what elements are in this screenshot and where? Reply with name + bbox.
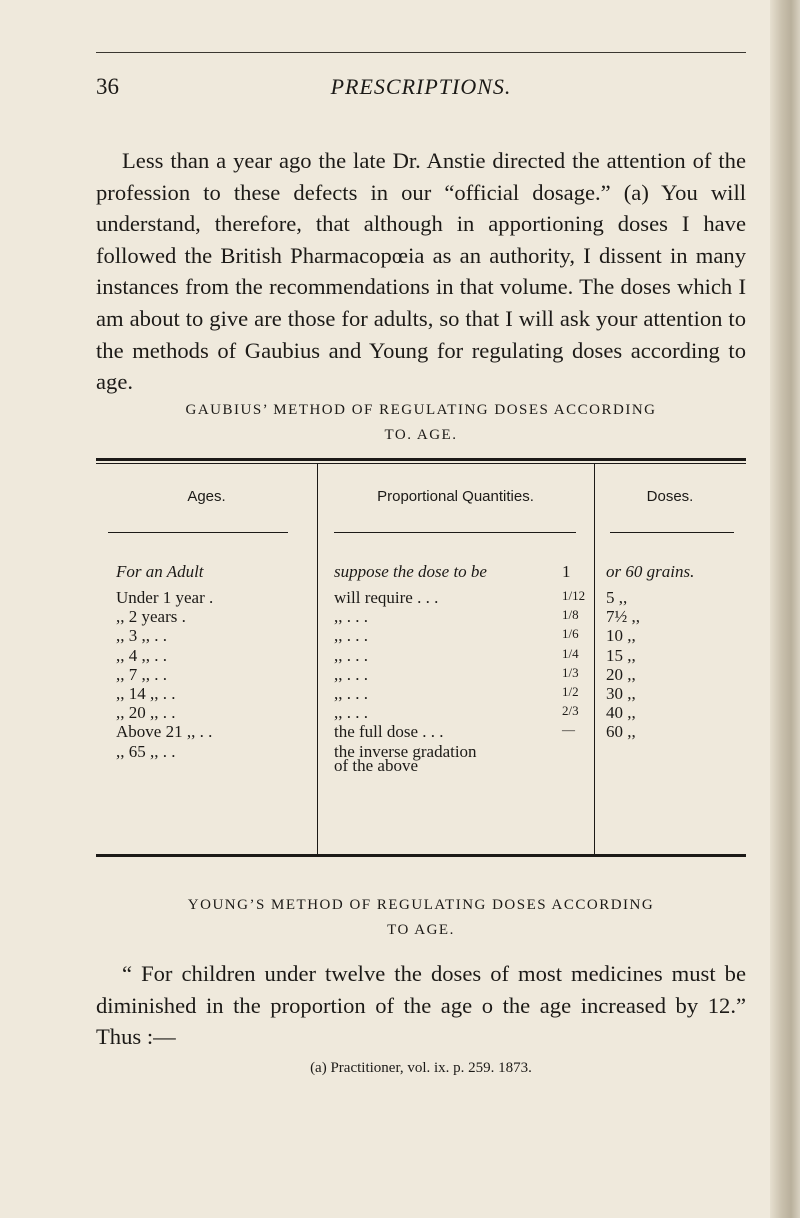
row-age-cell: ,, 65 ,, . .	[116, 742, 176, 761]
row-age-cell: ,, 20 ,, . .	[116, 703, 176, 722]
young-paragraph: “ For children under twelve the doses of most medicines must be diminished in the proportion of the age o the age increased by 12.” Thus :—	[96, 961, 746, 1050]
header-proportional: Proportional Quantities.	[377, 488, 534, 505]
header-rule	[96, 52, 746, 53]
adult-proportion-cell: suppose the dose to be	[334, 562, 487, 581]
page-edge	[770, 0, 800, 1218]
row-dose-cell: 60 ,,	[606, 722, 636, 741]
young-caption-line2: TO AGE.	[387, 922, 455, 938]
footnote: (a) Practitioner, vol. ix. p. 259. 1873.	[310, 1060, 532, 1076]
row-fraction-cell: —	[562, 722, 575, 737]
row-proportion-cell: will require . . .	[334, 588, 439, 607]
row-proportion-cell: the full dose . . .	[334, 722, 444, 741]
column-divider-1	[317, 464, 318, 854]
table-caption	[96, 398, 746, 448]
row-age-cell: Above 21 ,, . .	[116, 722, 213, 741]
header-underline-ages	[108, 532, 288, 533]
table-bottom-rule	[96, 854, 746, 857]
row-fraction-cell: 1/2	[562, 684, 579, 699]
header-ages: Ages.	[187, 488, 226, 505]
row-fraction-cell: 1/12	[562, 588, 586, 603]
row-fraction-cell: 2/3	[562, 703, 579, 718]
header-underline-doses	[610, 532, 734, 533]
row-age-cell: ,, 3 ,, . .	[116, 626, 167, 645]
row-proportion-cell: ,, . . .	[334, 684, 368, 703]
row-dose-cell: 30 ,,	[606, 684, 636, 703]
row-proportion-cell: ,, . . .	[334, 703, 368, 722]
row-age-cell: ,, 4 ,, . .	[116, 646, 167, 665]
row-fraction-cell: 1/3	[562, 665, 579, 680]
row-fraction-cell: 1/8	[562, 607, 579, 622]
body-paragraph: Less than a year ago the late Dr. Anstie directed the attention of the profession to these defects in our “official dosage.” (a) You will understand, therefore, that although in apportioning doses I have followed the British Pharmacopœia as an authority, I dissent in many instances from the recommendations in that volume. The doses which I am about to give are those for adults, so that I will ask your attention to the methods of Gaubius and Young for regulating doses according to age.	[96, 148, 746, 395]
row-dose-cell: 40 ,,	[606, 703, 636, 722]
row-dose-cell: 15 ,,	[606, 646, 636, 665]
row-dose-cell: 7½ ,,	[606, 607, 640, 626]
page-number: 36	[96, 74, 119, 99]
row-fraction-cell: 1/4	[562, 646, 579, 661]
table-top-rule	[96, 458, 746, 461]
row-proportion-cell: ,, . . .	[334, 665, 368, 684]
running-head: PRESCRIPTIONS.	[330, 74, 512, 99]
row-fraction-cell: 1/6	[562, 626, 579, 641]
row-proportion-cell: ,, . . .	[334, 607, 368, 626]
row-age-cell: ,, 2 years .	[116, 607, 186, 626]
young-caption	[96, 893, 746, 943]
row-proportion-cell: the inverse gradation	[334, 742, 477, 761]
row-age-cell: ,, 14 ,, . .	[116, 684, 176, 703]
row-proportion-cell: ,, . . .	[334, 646, 368, 665]
header-doses: Doses.	[646, 488, 694, 505]
row-age-cell: Under 1 year .	[116, 588, 214, 607]
header-underline-proportional	[334, 532, 576, 533]
table-caption-line2: TO. AGE.	[384, 427, 458, 443]
young-caption-line1: YOUNG’S METHOD OF REGULATING DOSES ACCORDING	[187, 897, 655, 913]
inverse-gradation-line2: of the above	[334, 756, 419, 775]
adult-age-cell: For an Adult	[116, 562, 204, 581]
row-dose-cell: 20 ,,	[606, 665, 636, 684]
adult-dose-cell: or 60 grains.	[606, 562, 695, 581]
row-dose-cell: 5 ,,	[606, 588, 628, 607]
row-proportion-cell: ,, . . .	[334, 626, 368, 645]
table-top-rule-thin	[96, 463, 746, 464]
table-caption-line1: GAUBIUS’ METHOD OF REGULATING DOSES ACCORDING	[185, 402, 657, 418]
row-age-cell: ,, 7 ,, . .	[116, 665, 167, 684]
row-dose-cell: 10 ,,	[606, 626, 636, 645]
adult-fraction-cell: 1	[562, 562, 571, 581]
column-divider-2	[594, 464, 595, 854]
